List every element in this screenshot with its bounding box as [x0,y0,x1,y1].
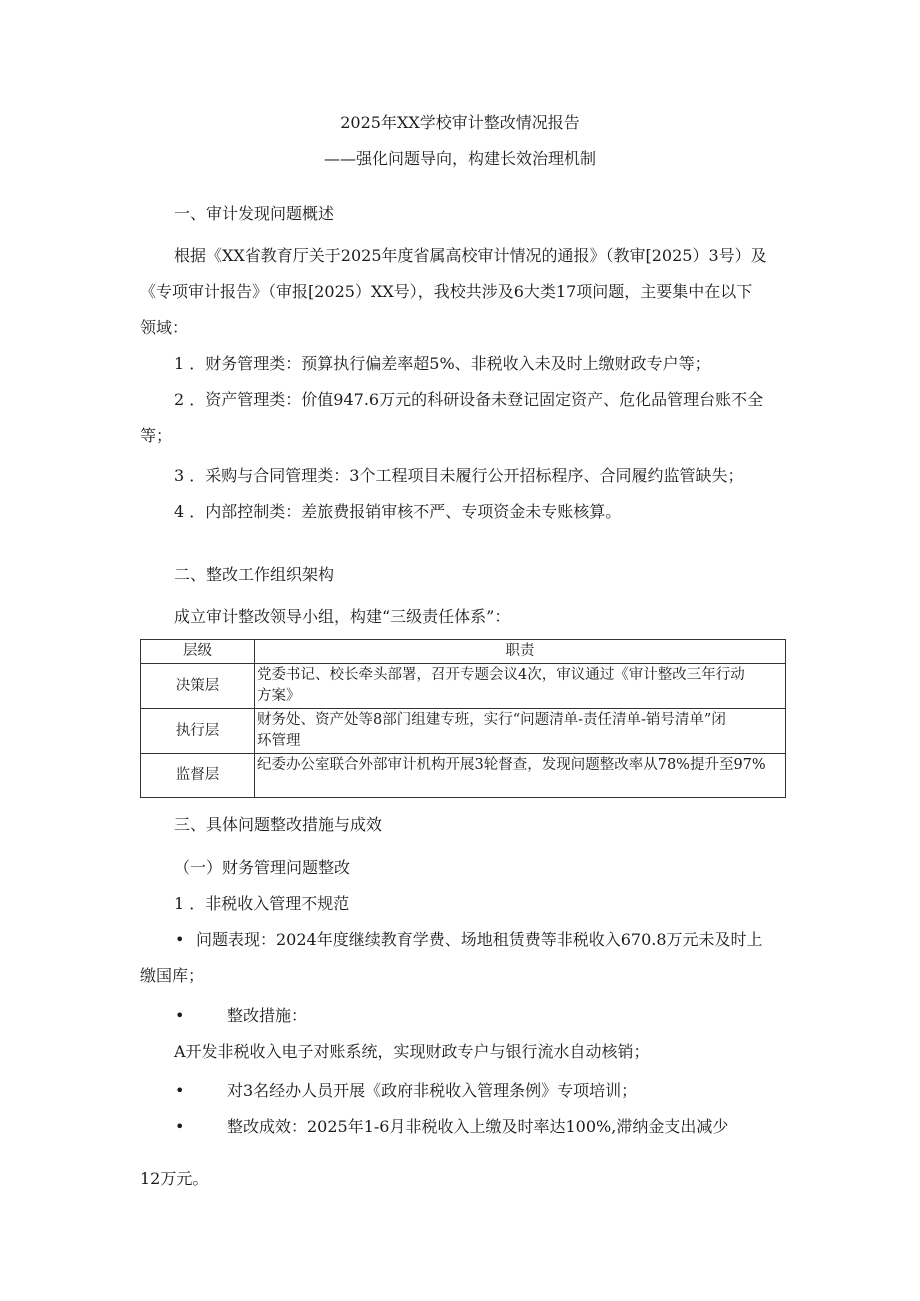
bullet-icon: • [175,1006,185,1025]
table-row [141,754,786,798]
responsibility-table [140,639,786,798]
row-duty: 财务处、资产处等8部门组建专班，实行“问题清单-责任清单-销号清单”闭 环管理 [255,709,786,754]
table-row [141,664,786,709]
item-text: ．内部控制类：差旅费报销审核不严、专项资金未专账核算。 [189,502,622,521]
bullet-icon: • [175,1081,185,1100]
result-line-1: 整改成效：2025年1-6月非税收入上缴及时率达100%,滞纳金支出减少 [227,1117,729,1136]
section2-intro: 成立审计整改领导小组，构建“三级责任体系”： [174,607,511,626]
section1-intro-line-3: 领域： [140,318,189,337]
section1-item-1 [174,353,711,375]
table-header-row [141,640,786,664]
bullet-icon: • [175,930,185,949]
table-row [141,709,786,754]
section2-heading: 二、整改工作组织架构 [174,565,335,584]
report-subtitle: ——强化问题导向，构建长效治理机制 [323,149,596,168]
section1-item-3 [174,465,743,487]
result-line-2: 12万元。 [140,1169,209,1188]
measures-label: 整改措施： [227,1006,308,1025]
section3-heading: 三、具体问题整改措施与成效 [174,815,383,834]
row-level: 决策层 [141,664,255,709]
row-level: 执行层 [141,709,255,754]
section1-item-4 [174,501,621,523]
section1-intro-line-1: 根据《XX省教育厅关于2025年度省属高校审计情况的通报》（教审[2025）3号）及 [174,246,767,265]
header-level: 层级 [141,640,255,664]
row-duty: 党委书记、校长牵头部署，召开专题会议4次，审议通过《审计整改三年行动 方案》 [255,664,786,709]
problem-line-2: 缴国库； [140,966,205,985]
row-level: 监督层 [141,754,255,798]
item-text: ．采购与合同管理类：3个工程项目未履行公开招标程序、合同履约监管缺失； [189,466,744,485]
section1-item-2 [174,389,763,411]
item-number: 2 [174,390,185,409]
measure-a: A开发非税收入电子对账系统，实现财政专户与银行流水自动核销； [174,1042,650,1061]
section3-subheading: （一）财务管理问题整改 [174,858,351,877]
item-text: ．资产管理类：价值947.6万元的科研设备未登记固定资产、危化品管理台账不全 [189,390,764,409]
section3-item-1: 1 ．非税收入管理不规范 [174,894,350,913]
header-duty: 职责 [255,640,786,664]
bullet-icon: • [175,1117,185,1136]
section1-intro-line-2: 《专项审计报告》（审报[2025）XX号），我校共涉及6大类17项问题，主要集中在以下 [140,282,753,301]
section1-heading: 一、审计发现问题概述 [174,204,335,223]
measure-b: 对3名经办人员开展《政府非税收入管理条例》专项培训； [227,1081,638,1100]
item-number: 4 [174,502,185,521]
report-title: 2025年XX学校审计整改情况报告 [340,113,580,132]
item-number: 3 [174,466,185,485]
item-number: 1 [174,354,185,373]
section1-item-2-continuation: 等； [140,426,173,445]
item-text: ．财务管理类：预算执行偏差率超5%、非税收入未及时上缴财政专户等； [189,354,711,373]
row-duty: 纪委办公室联合外部审计机构开展3轮督查，发现问题整改率从78%提升至97% [255,754,786,798]
problem-line-1: 问题表现：2024年度继续教育学费、场地租赁费等非税收入670.8万元未及时上 [196,930,763,949]
